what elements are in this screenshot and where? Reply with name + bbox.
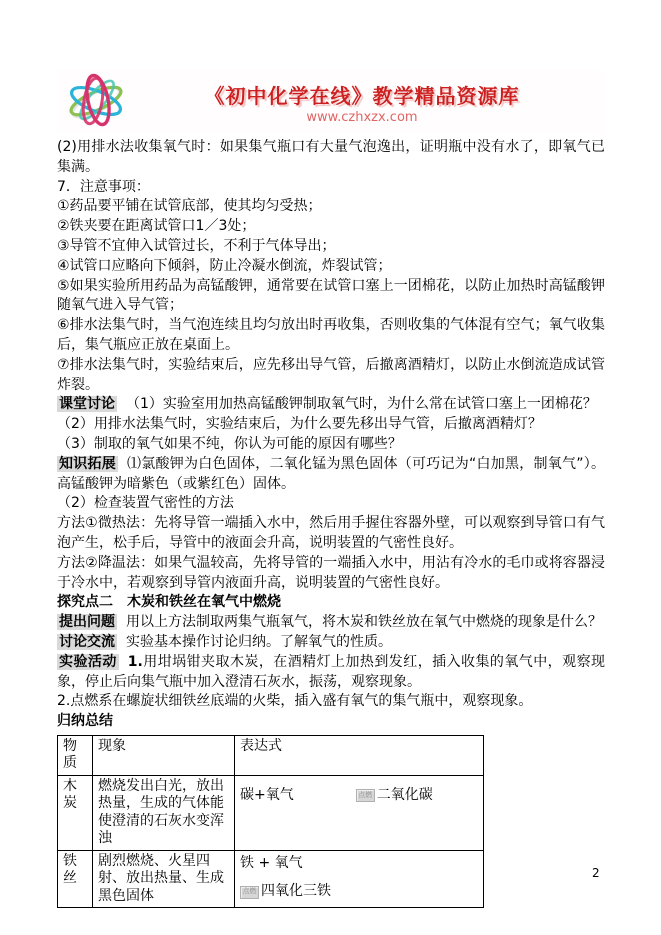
section-label-classroom-discussion: 课堂讨论: [59, 396, 115, 413]
table-header-row: [58, 735, 484, 775]
column-header-expression: 表达式: [235, 735, 484, 775]
paragraph: ⑥排水法集气时，当气泡连续且均匀放出时再收集，否则收集的气体混有空气；氧气收集后，集气瓶应正放在桌面上。: [57, 317, 605, 353]
paragraph: 2.点燃系在螺旋状细铁丝底端的火柴，插入盛有氧气的集气瓶中，观察现象。: [57, 693, 533, 710]
paragraph: (2)用排水法收集氧气时：如果集气瓶口有大量气泡逸出，证明瓶中没有水了，即氧气已集满。: [57, 139, 605, 175]
paragraph: 7．注意事项：: [57, 178, 150, 195]
paragraph: （2）用排水法集气时，实验结束后，为什么要先移出导气管，后撤离酒精灯？: [57, 416, 542, 433]
phenomenon-cell: 燃烧发出白光，放出热量，生成的气体能使澄清的石灰水变浑浊: [93, 775, 235, 850]
content-area: [57, 70, 605, 908]
paragraph-discuss-exchange: 讨论交流 实验基本操作讨论归纳。了解氧气的性质。: [59, 633, 392, 650]
section-label-discuss-exchange: 讨论交流: [59, 633, 115, 650]
document-body: [57, 138, 605, 908]
expression-cell: [235, 775, 484, 850]
paragraph-raise-question: 提出问题 用以上方法制取两集气瓶氧气，将木炭和铁丝放在氧气中燃烧的现象是什么？: [59, 614, 602, 631]
paragraph: （3）制取的氧气如果不纯，你认为可能的原因有哪些？: [57, 435, 402, 452]
site-title: 《初中化学在线》教学精品资源库: [204, 83, 520, 108]
paragraph: ③导管不宜伸入试管过长，不利于气体导出；: [57, 237, 336, 254]
heading-summary: [57, 712, 605, 732]
section-label-raise-question: 提出问题: [59, 614, 115, 631]
substance-cell: 木炭: [58, 775, 93, 850]
ignite-condition-image-placeholder: 点燃: [356, 789, 375, 802]
paragraph: 方法①微热法：先将导管一端插入水中，然后用手握住容器外壁，可以观察到导管口有气泡产生，松手后，导管中的液面会升高，说明装置的气密性良好。: [57, 515, 605, 551]
section-label-experiment-activity: 实验活动: [59, 653, 117, 670]
expression-cell: [235, 850, 484, 908]
site-url: www.czhxzx.com: [306, 109, 418, 125]
ignite-condition-image-placeholder: 点燃: [240, 886, 259, 899]
summary-table: [57, 735, 484, 909]
list-number: 1.: [127, 653, 143, 670]
section-label-inquiry-point-2: 探究点二: [57, 594, 113, 611]
paragraph-experiment-activity: 实验活动 1.用坩埚钳夹取木炭，在酒精灯上加热到发红，插入收集的氧气中，观察现象，停止后向集气瓶中加入澄清石灰水，振荡，观察现象。: [57, 653, 606, 690]
heading-inquiry-point-2: 探究点二 木炭和铁丝在氧气中燃烧: [57, 594, 281, 611]
product-text: 二氧化碳: [376, 786, 433, 803]
paragraph: ①药品要平铺在试管底部，使其均匀受热；: [57, 198, 322, 215]
paragraph: 方法②降温法：如果气温较高，先将导管的一端插入水中，用沾有冷水的毛巾或将容器浸于冷水中，若观察到导管内液面升高，说明装置的气密性良好。: [57, 554, 605, 591]
column-header-substance: 物质: [58, 735, 93, 775]
product-text: 四氧化三铁: [261, 883, 331, 900]
paragraph: ④试管口应略向下倾斜，防止冷凝水倒流，炸裂试管；: [57, 257, 392, 274]
atom-logo-icon: [57, 71, 139, 133]
paragraph: ②铁夹要在距离试管口1／3处；: [57, 218, 256, 235]
reactants-text: 碳+氧气: [240, 786, 294, 803]
paragraph-classroom-discussion: 课堂讨论 （1）实验室用加热高锰酸钾制取氧气时，为什么常在试管口塞上一团棉花？: [59, 396, 597, 413]
page-number: 2: [592, 866, 600, 880]
paragraph: ⑦排水法集气时，实验结束后，应先移出导气管，后撤离酒精灯，以防止水倒流造成试管炸裂。: [57, 356, 605, 393]
column-header-phenomenon: 现象: [93, 735, 235, 775]
header-text: [139, 80, 605, 125]
paragraph-knowledge-expansion: 知识拓展 ⑴氯酸钾为白色固体，二氧化锰为黑色固体（可巧记为“白加黑，制氧气”）。高锰酸钾为暗紫色（或紫红色）固体。: [57, 455, 605, 492]
header-banner: [57, 70, 605, 134]
paragraph: （2）检查装置气密性的方法: [57, 495, 234, 512]
reactants-text: 铁 + 氧气: [240, 854, 303, 871]
phenomenon-cell: 剧烈燃烧、火星四射、放出热量、生成黑色固体: [93, 850, 235, 908]
paragraph: ⑤如果实验所用药品为高锰酸钾，通常要在试管口塞上一团棉花，以防止加热时高锰酸钾随氧气进入导气管；: [57, 277, 605, 314]
section-label-summary: 归纳总结: [57, 713, 113, 730]
section-label-knowledge-expansion: 知识拓展: [59, 455, 116, 472]
table-row-charcoal: [58, 775, 484, 850]
substance-cell: 铁丝: [58, 850, 93, 908]
table-row-iron-wire: [58, 850, 484, 908]
